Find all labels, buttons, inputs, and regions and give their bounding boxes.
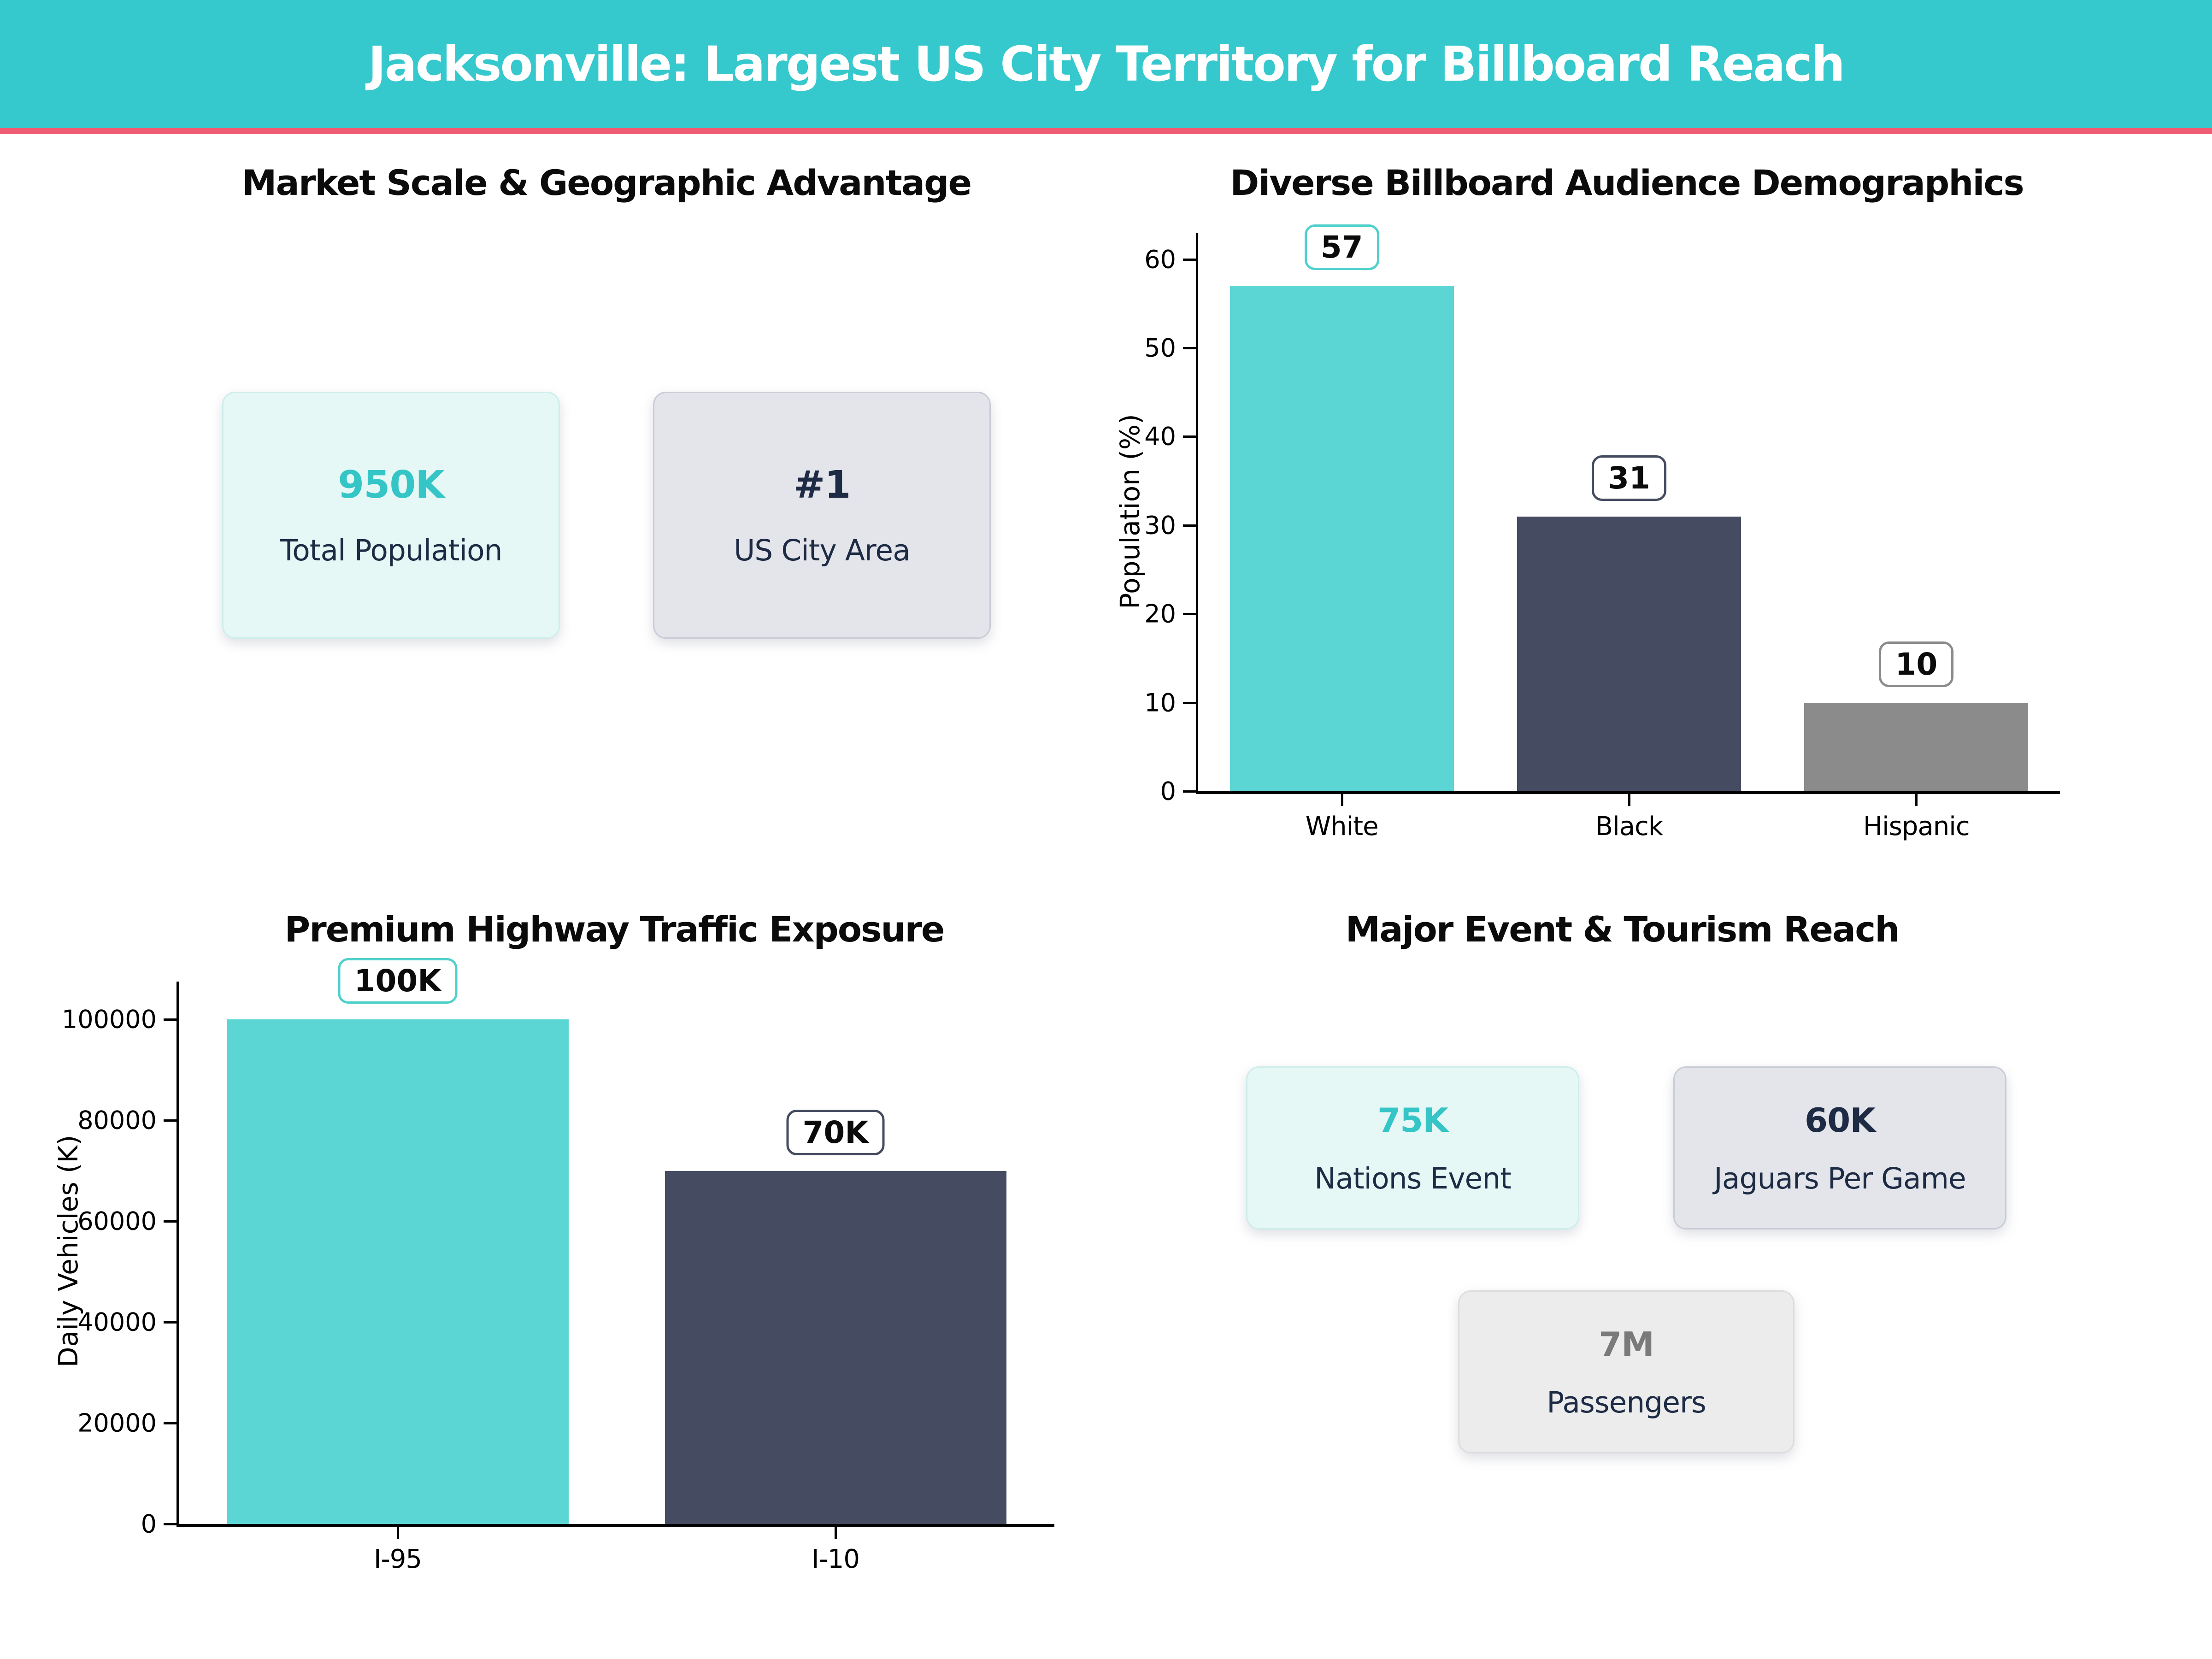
y-tick-mark: [1183, 435, 1196, 438]
passengers-value: 7M: [1599, 1324, 1654, 1364]
y-tick-mark: [164, 1220, 176, 1223]
bar-white: [1230, 286, 1454, 791]
total-population-label: Total Population: [280, 534, 502, 567]
y-tick-label: 40000: [77, 1307, 157, 1337]
demographics-bar-chart: [1144, 229, 2060, 841]
x-tick-mark: [1628, 794, 1630, 806]
y-tick-label: 0: [141, 1509, 157, 1539]
passengers-card: [1458, 1290, 1794, 1453]
y-tick-mark: [1183, 702, 1196, 704]
y-tick-label: 60: [1144, 245, 1176, 274]
y-tick-mark: [164, 1422, 176, 1424]
x-tick-mark: [1341, 794, 1343, 806]
x-tick-mark: [397, 1527, 399, 1539]
x-tick-mark: [1915, 794, 1918, 806]
y-tick-mark: [164, 1018, 176, 1021]
bar-i-10: [665, 1171, 1006, 1524]
passengers-label: Passengers: [1547, 1385, 1706, 1419]
y-tick-label: 100000: [61, 1005, 157, 1034]
jaguars-per-game-card: [1673, 1066, 2006, 1230]
y-tick-label: 20: [1144, 599, 1176, 629]
y-tick-label: 20000: [77, 1408, 157, 1438]
bar-black: [1517, 517, 1741, 791]
y-tick-label: 50: [1144, 333, 1176, 363]
header-banner: [0, 0, 2212, 134]
y-tick-label: 10: [1144, 688, 1176, 718]
jaguars-per-game-value: 60K: [1805, 1100, 1875, 1140]
traffic-y-axis-label: Daily Vehicles (K): [53, 1135, 84, 1368]
y-tick-mark: [164, 1321, 176, 1324]
y-tick-label: 30: [1144, 511, 1176, 540]
y-tick-label: 60000: [77, 1206, 157, 1236]
bar-value-label: 10: [1879, 641, 1953, 687]
demographics-y-axis-label: Population (%): [1114, 414, 1146, 609]
x-tick-label: I-10: [812, 1544, 859, 1574]
us-city-area-value: #1: [793, 463, 851, 507]
nations-event-label: Nations Event: [1314, 1161, 1511, 1195]
x-tick-label: I-95: [374, 1544, 422, 1574]
y-tick-mark: [1183, 790, 1196, 793]
y-tick-mark: [1183, 613, 1196, 615]
bar-value-label: 31: [1592, 455, 1666, 501]
y-tick-mark: [1183, 259, 1196, 261]
x-tick-label: Black: [1595, 812, 1663, 841]
y-tick-mark: [164, 1119, 176, 1122]
total-population-card: [222, 392, 560, 639]
bar-i-95: [227, 1019, 569, 1524]
us-city-area-label: US City Area: [734, 534, 910, 567]
market-panel-title: Market Scale & Geographic Advantage: [241, 162, 971, 203]
total-population-value: 950K: [338, 463, 444, 507]
bar-value-label: 100K: [338, 958, 458, 1004]
x-tick-mark: [835, 1527, 837, 1539]
y-tick-label: 80000: [77, 1106, 157, 1135]
y-tick-mark: [164, 1523, 176, 1525]
y-tick-label: 0: [1160, 777, 1176, 806]
y-tick-mark: [1183, 347, 1196, 349]
bar-value-label: 57: [1305, 224, 1379, 270]
nations-event-card: [1246, 1066, 1579, 1230]
events-panel-title: Major Event & Tourism Reach: [1345, 909, 1899, 950]
x-tick-label: White: [1305, 812, 1378, 841]
us-city-area-card: [653, 392, 991, 639]
x-tick-label: Hispanic: [1863, 812, 1970, 841]
traffic-chart-title: Premium Highway Traffic Exposure: [284, 909, 944, 950]
bar-value-label: 70K: [787, 1110, 885, 1155]
y-tick-label: 40: [1144, 422, 1176, 451]
page-title: Jacksonville: Largest US City Territory for Billboard Reach: [368, 36, 1844, 92]
jaguars-per-game-label: Jaguars Per Game: [1714, 1161, 1966, 1195]
bar-hispanic: [1804, 703, 2028, 791]
demographics-chart-title: Diverse Billboard Audience Demographics: [1230, 162, 2024, 203]
y-tick-mark: [1183, 524, 1196, 527]
nations-event-value: 75K: [1377, 1100, 1448, 1140]
